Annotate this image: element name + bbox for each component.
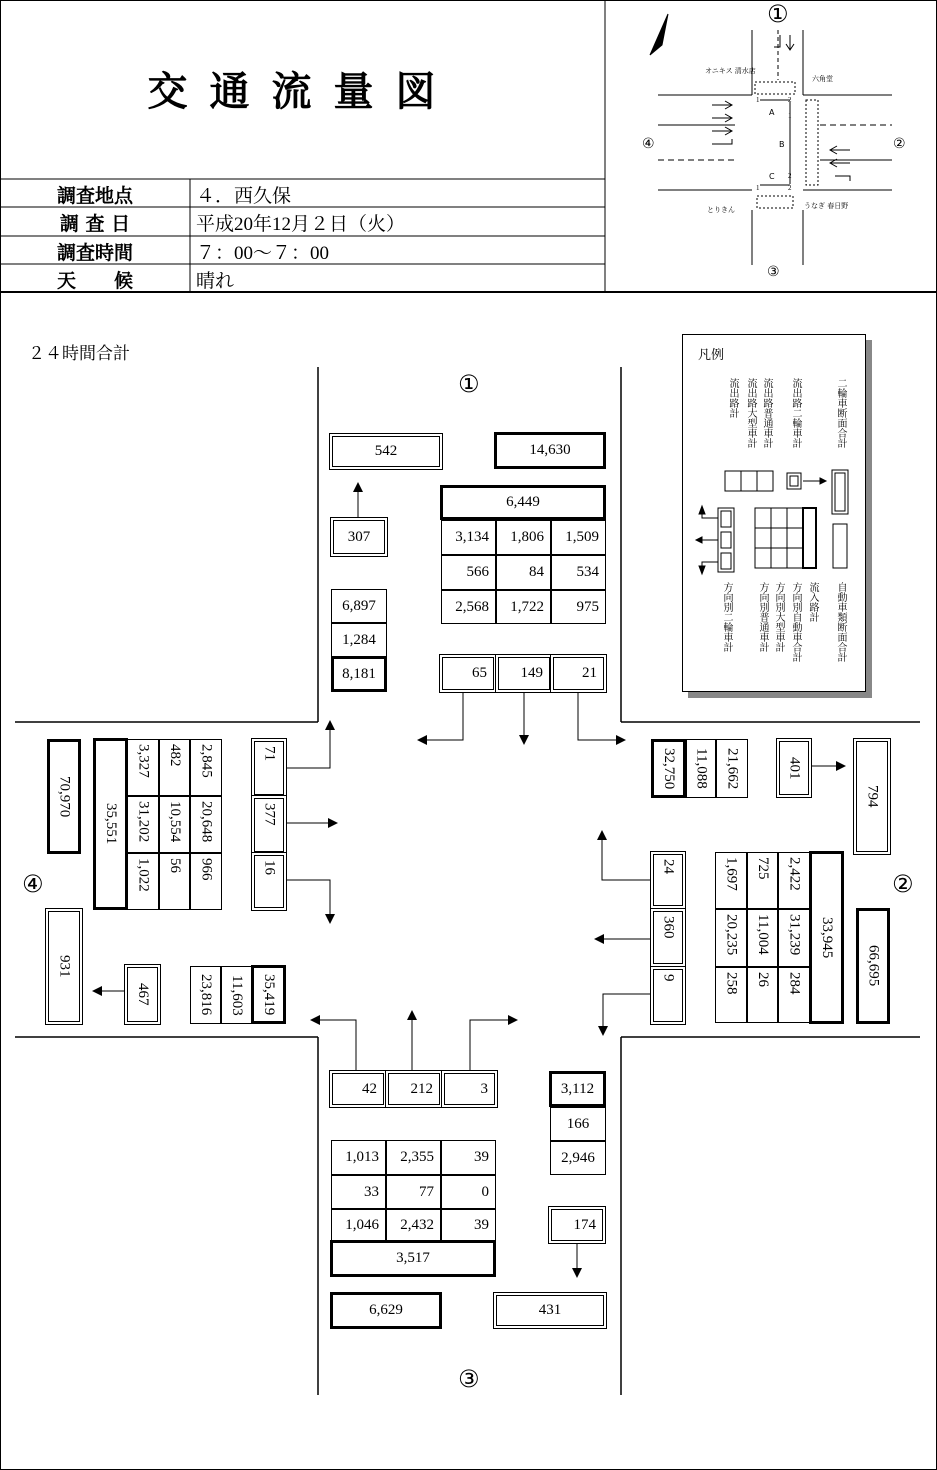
- east-grid-cell: 1,697: [715, 852, 747, 909]
- west-grid-cell: 31,202: [127, 796, 159, 853]
- map-num-2a: 2: [788, 96, 792, 104]
- info-value-location: ４．西久保: [196, 186, 292, 207]
- map-label-sw: とりきん: [707, 206, 735, 214]
- west-inflow-total: 35,551: [93, 738, 128, 910]
- west-two-wheel-section: 467: [124, 964, 161, 1025]
- map-circle-4: ④: [642, 136, 655, 152]
- west-outflow-large: 11,603: [221, 966, 252, 1024]
- east-grid-cell: 2,422: [778, 852, 810, 909]
- map-num-2c: 2: [788, 184, 792, 192]
- north-outflow-normal: 6,897: [331, 589, 387, 623]
- map-label-ne: 六角堂: [812, 75, 833, 83]
- west-dir-two-wheel-right: 16: [251, 852, 287, 911]
- page-title: 交通流量図: [147, 69, 458, 115]
- south-vehicle-section: 6,629: [330, 1292, 442, 1329]
- map-circle-3: ③: [767, 264, 780, 280]
- east-grid-cell: 258: [715, 967, 747, 1023]
- map-num-2b: 2: [788, 172, 792, 180]
- east-vehicle-section: 66,695: [856, 908, 890, 1024]
- west-dir-two-wheel-straight: 377: [251, 795, 287, 855]
- north-grid-cell: 2,568: [441, 590, 496, 624]
- info-label-time: 調査時間: [56, 242, 133, 264]
- south-dir-two-wheel-right: 42: [329, 1070, 387, 1108]
- north-dir-two-wheel-right: 21: [550, 654, 607, 693]
- east-grid-cell: 20,235: [715, 909, 747, 967]
- west-grid-cell: 2,845: [190, 739, 222, 796]
- north-grid-cell: 975: [551, 590, 606, 624]
- section-title: ２４時間合計: [28, 344, 130, 364]
- approach-label-west: ④: [22, 870, 44, 898]
- south-dir-two-wheel-left: 3: [441, 1070, 498, 1108]
- south-two-wheel-total: 431: [493, 1292, 607, 1329]
- west-grid-cell: 482: [159, 739, 190, 796]
- east-grid-cell: 725: [747, 852, 778, 909]
- approach-label-north: ①: [458, 370, 480, 398]
- map-lane-a: A: [769, 108, 775, 117]
- approach-label-south: ③: [458, 1365, 480, 1393]
- map-label-nw: オニキス 清水店: [705, 67, 756, 75]
- legend-label-outflow-total: 流出路計: [727, 378, 738, 418]
- east-outflow-normal: 21,662: [716, 739, 748, 798]
- east-dir-two-wheel-left: 9: [650, 966, 686, 1025]
- north-grid-cell: 84: [496, 555, 551, 590]
- legend-label-outflow-normal: 流出路普通車計: [761, 378, 772, 448]
- south-grid-cell: 0: [441, 1175, 496, 1209]
- west-grid-cell: 1,022: [127, 853, 159, 910]
- east-grid-cell: 284: [778, 967, 810, 1023]
- north-outflow-large: 1,284: [331, 623, 387, 657]
- legend-label-inflow-total: 流入路計: [807, 582, 818, 622]
- north-outflow-two-wheel: 307: [330, 517, 388, 557]
- map-num-1c: 1: [756, 184, 760, 192]
- south-dir-two-wheel-straight: 212: [385, 1070, 443, 1108]
- legend-label-dir-normal: 方向別普通車計: [757, 582, 768, 652]
- south-grid-cell: 33: [331, 1175, 386, 1209]
- info-label-location: 調査地点: [56, 185, 133, 207]
- north-dir-two-wheel-straight: 149: [495, 654, 553, 693]
- south-outflow-total: 3,112: [549, 1071, 606, 1107]
- west-outflow-total: 35,419: [251, 965, 286, 1024]
- east-grid-cell: 11,004: [747, 909, 778, 967]
- legend-label-dir-two-wheel: 方向別二輪車計: [721, 582, 732, 652]
- east-grid-cell: 31,239: [778, 909, 810, 967]
- west-dir-two-wheel-left: 71: [251, 738, 287, 798]
- info-value-time: ７：00～７：00: [196, 243, 330, 264]
- north-grid-cell: 566: [441, 555, 496, 590]
- east-two-wheel-section: 401: [776, 738, 812, 798]
- north-grid-cell: 534: [551, 555, 606, 590]
- north-grid-cell: 1,722: [496, 590, 551, 624]
- legend-label-vehicle-section: 自動車類断面合計: [835, 582, 846, 662]
- west-grid-cell: 10,554: [159, 796, 190, 853]
- legend-label-outflow-large: 流出路大型車計: [745, 378, 756, 448]
- east-dir-two-wheel-right: 24: [650, 851, 686, 909]
- legend-label-outflow-two-wheel: 流出路二輪車計: [790, 378, 801, 448]
- south-grid-cell: 77: [386, 1175, 441, 1209]
- south-grid-cell: 39: [441, 1209, 496, 1242]
- west-outflow-normal: 23,816: [190, 966, 221, 1024]
- north-vehicle-section: 14,630: [494, 432, 606, 469]
- north-grid-cell: 3,134: [441, 520, 496, 555]
- west-grid-cell: 966: [190, 853, 222, 910]
- map-circle-1: ①: [767, 0, 789, 28]
- south-outflow-normal: 2,946: [550, 1141, 606, 1175]
- legend-label-dir-total: 方向別自動車合計: [790, 582, 801, 662]
- south-inflow-total: 3,517: [330, 1240, 496, 1277]
- info-value-date: 平成20年12月２日（火）: [196, 214, 406, 235]
- south-grid-cell: 2,355: [386, 1140, 441, 1175]
- east-two-wheel-total: 794: [853, 738, 891, 855]
- east-grid-cell: 26: [747, 967, 778, 1023]
- west-vehicle-section: 70,970: [47, 739, 81, 854]
- south-grid-cell: 39: [441, 1140, 496, 1175]
- west-grid-cell: 20,648: [190, 796, 222, 853]
- north-grid-cell: 1,509: [551, 520, 606, 555]
- east-outflow-total: 32,750: [651, 739, 686, 798]
- approach-label-east: ②: [892, 870, 914, 898]
- legend-title: 凡例: [698, 348, 725, 363]
- map-lane-b: B: [779, 140, 785, 149]
- east-outflow-large: 11,088: [686, 739, 716, 798]
- map-num-1b: 1: [788, 112, 792, 120]
- legend-label-dir-large: 方向別大型車計: [773, 582, 784, 652]
- north-two-wheel-section: 542: [329, 433, 443, 470]
- legend-label-two-wheel-section: 二輪車断面合計: [835, 378, 846, 448]
- north-dir-two-wheel-left: 65: [439, 654, 497, 693]
- west-grid-cell: 56: [159, 853, 190, 910]
- north-grid-cell: 1,806: [496, 520, 551, 555]
- map-label-se: うなぎ 春日野: [804, 202, 849, 210]
- south-grid-cell: 2,432: [386, 1209, 441, 1242]
- east-dir-two-wheel-straight: 360: [650, 908, 686, 967]
- info-value-weather: 晴れ: [196, 271, 235, 292]
- map-num-1a: 1: [756, 96, 760, 104]
- west-two-wheel-total: 931: [45, 908, 83, 1025]
- east-inflow-total: 33,945: [809, 851, 844, 1024]
- north-outflow-total: 8,181: [331, 656, 387, 692]
- info-label-weather: 天 候: [56, 270, 133, 292]
- south-two-wheel-section: 174: [548, 1206, 606, 1244]
- west-grid-cell: 3,327: [127, 739, 159, 796]
- south-outflow-large: 166: [550, 1107, 606, 1141]
- north-inflow-total: 6,449: [440, 485, 606, 520]
- south-grid-cell: 1,013: [331, 1140, 386, 1175]
- info-label-date: 調 査 日: [59, 213, 131, 235]
- map-circle-2: ②: [893, 136, 906, 152]
- south-grid-cell: 1,046: [331, 1209, 386, 1242]
- map-lane-c: C: [769, 172, 775, 181]
